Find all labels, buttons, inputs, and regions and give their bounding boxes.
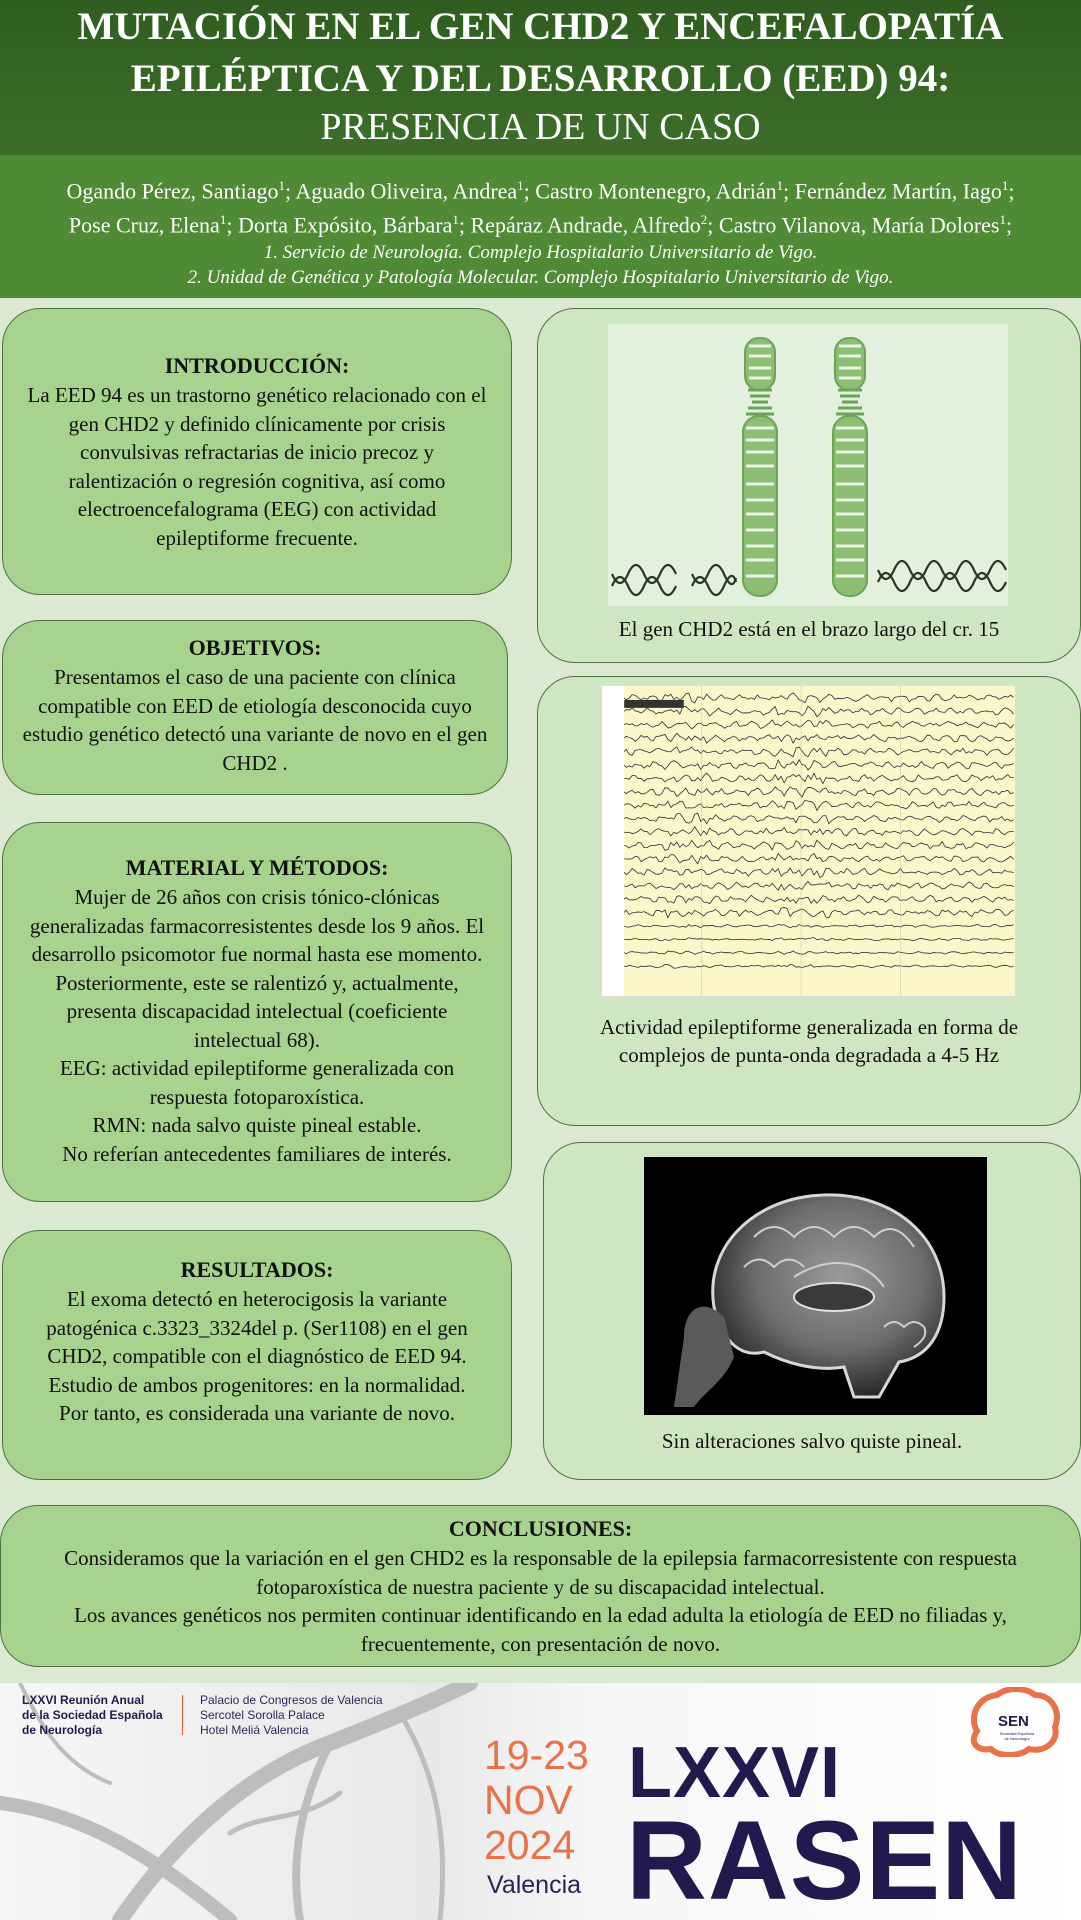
affil-sup: 1: [517, 178, 524, 193]
affil-sup: 1: [452, 212, 459, 228]
resultados-paragraph: El exoma detectó en heterocigosis la variante patogénica c.3323_3324del p. (Ser1108) en el gen CHD2, compatible con el diagnóstico de EED 94. Estudio de ambos progenitores: en la normalidad.: [46, 1287, 468, 1397]
affil-sup: 1: [999, 212, 1006, 228]
metodos-paragraph: RMN: nada salvo quiste pineal estable.: [92, 1113, 422, 1137]
metodos-heading: MATERIAL Y MÉTODOS:: [125, 855, 389, 880]
congress-dates: [484, 1733, 589, 1868]
affil-sup: 1: [219, 212, 227, 228]
eeg-caption-line: complejos de punta-onda degradada a 4-5 Hz: [618, 1043, 1000, 1067]
metodos-paragraph: Mujer de 26 años con crisis tónico-clónicas generalizadas farmacorresistentes desde los 9 años. El desarrollo psicomotor fue normal hasta ese momento. Posteriormente, este se ralentizó y, actualmente, presenta discapacidad intelectual (coeficiente intelectual 68).: [29, 885, 485, 1052]
author-name: Repáraz Andrade, Alfredo: [470, 212, 701, 238]
event-number: LXXVI: [628, 1733, 842, 1813]
mri-figure-panel: [543, 1142, 1081, 1480]
authors-banner: [0, 155, 1081, 298]
eeg-image: [601, 685, 1016, 997]
conclusiones-paragraph: Consideramos que la variación en el gen CHD2 es la responsable de la epilepsia farmacorresistente con respuesta fotoparoxística de nuestra paciente y de su discapacidad intelectual.: [64, 1546, 1017, 1599]
congress-city: Valencia: [487, 1871, 582, 1899]
society-line: de Neurología: [22, 1723, 103, 1737]
eeg-caption: [538, 1013, 1080, 1069]
author-name: Ogando Pérez, Santiago: [66, 178, 279, 204]
introduccion-panel: [2, 308, 512, 595]
affil-sup: 2: [700, 212, 708, 228]
sen-logo-text: SEN: [998, 1713, 1029, 1730]
congress-footer: [0, 1683, 1081, 1920]
separator: ;: [707, 212, 719, 238]
society-line: de la Sociedad Española: [22, 1708, 163, 1722]
subtitle: PRESENCIA DE UN CASO: [320, 106, 761, 148]
author-name: Aguado Oliveira, Andrea: [295, 178, 518, 204]
venue-line: Sercotel Sorolla Palace: [200, 1708, 325, 1722]
venue-line: Palacio de Congresos de Valencia: [200, 1693, 383, 1707]
metodos-paragraph: No referían antecedentes familiares de interés.: [62, 1141, 452, 1166]
objetivos-heading: OBJETIVOS:: [188, 635, 322, 660]
society-name: [22, 1693, 163, 1738]
author-name: Fernández Martín, Iago: [794, 178, 1002, 204]
metodos-panel: [2, 822, 512, 1202]
chromosome-caption: El gen CHD2 está en el brazo largo del cr. 15: [618, 617, 1000, 641]
conclusiones-heading: CONCLUSIONES:: [448, 1516, 633, 1541]
mri-caption: Sin alteraciones salvo quiste pineal.: [661, 1429, 963, 1453]
conclusiones-paragraph: Los avances genéticos nos permiten continuar identificando en la edad adulta la etiología de EED no filiadas y, frecuentemente, con presentación de novo.: [74, 1603, 1007, 1656]
sen-logo-subtext: Sociedad Española de Neurología: [999, 1731, 1035, 1741]
separator: ;: [783, 178, 795, 204]
title-line-1: MUTACIÓN EN EL GEN CHD2 Y ENCEFALOPATÍA: [77, 5, 1004, 48]
date-line: NOV: [484, 1777, 573, 1823]
objetivos-panel: [2, 620, 508, 795]
introduccion-body: La EED 94 es un trastorno genético relacionado con el gen CHD2 y definido clínicamente por crisis convulsivas refractarias de inicio precoz y ralentización o regresión cognitiva, así como electroencefalograma (EEG) con actividad epileptiforme frecuente.: [27, 383, 487, 550]
introduccion-heading: INTRODUCCIÓN:: [164, 353, 350, 378]
resultados-heading: RESULTADOS:: [180, 1257, 334, 1282]
objetivos-body: Presentamos el caso de una paciente con clínica compatible con EED de etiología desconocida cuyo estudio genético detectó una variante de novo en el gen CHD2 .: [22, 665, 488, 775]
footer-divider: [182, 1695, 183, 1735]
title-line-2: EPILÉPTICA Y DEL DESARROLLO (EED) 94:: [130, 57, 951, 100]
society-line: LXXVI Reunión Anual: [22, 1693, 145, 1707]
date-line: 2024: [484, 1822, 576, 1868]
mri-image: [644, 1157, 987, 1415]
author-name: Castro Montenegro, Adrián: [535, 178, 777, 204]
affil-sup: 1: [1001, 178, 1009, 193]
separator: ;: [1005, 212, 1013, 238]
separator: ;: [523, 178, 536, 204]
event-name: RASEN: [626, 1798, 1024, 1920]
title-banner: [0, 0, 1081, 155]
chromosome-image: [608, 324, 1008, 606]
resultados-paragraph: Por tanto, es considerada una variante de novo.: [59, 1401, 455, 1425]
conclusiones-panel: [0, 1505, 1081, 1667]
venue-line: Hotel Meliá Valencia: [200, 1723, 309, 1737]
eeg-caption-line: Actividad epileptiforme generalizada en forma de: [599, 1015, 1019, 1039]
chromosome-figure-panel: [537, 308, 1081, 663]
authors-line-2: [0, 205, 1081, 239]
separator: ;: [458, 212, 471, 238]
venue-list: [200, 1693, 383, 1738]
affil-sup: 1: [776, 178, 784, 193]
eeg-figure-panel: [537, 676, 1081, 1126]
separator: ;: [1008, 178, 1015, 204]
author-name: Castro Vilanova, María Dolores: [718, 212, 1000, 238]
author-name: Pose Cruz, Elena: [68, 212, 220, 238]
authors-line-1: [0, 171, 1081, 205]
affil-sup: 1: [278, 178, 285, 193]
separator: ;: [285, 178, 296, 204]
author-name: Dorta Expósito, Bárbara: [237, 212, 453, 238]
affiliation-1: 1. Servicio de Neurología. Complejo Hospitalario Universitario de Vigo.: [263, 241, 818, 263]
resultados-panel: [2, 1230, 512, 1480]
separator: ;: [226, 212, 238, 238]
affiliation-2: 2. Unidad de Genética y Patología Molecular. Complejo Hospitalario Universitario de Vigo.: [187, 266, 894, 288]
metodos-paragraph: EEG: actividad epileptiforme generalizada con respuesta fotoparoxística.: [59, 1056, 455, 1109]
date-line: 19-23: [484, 1732, 589, 1778]
